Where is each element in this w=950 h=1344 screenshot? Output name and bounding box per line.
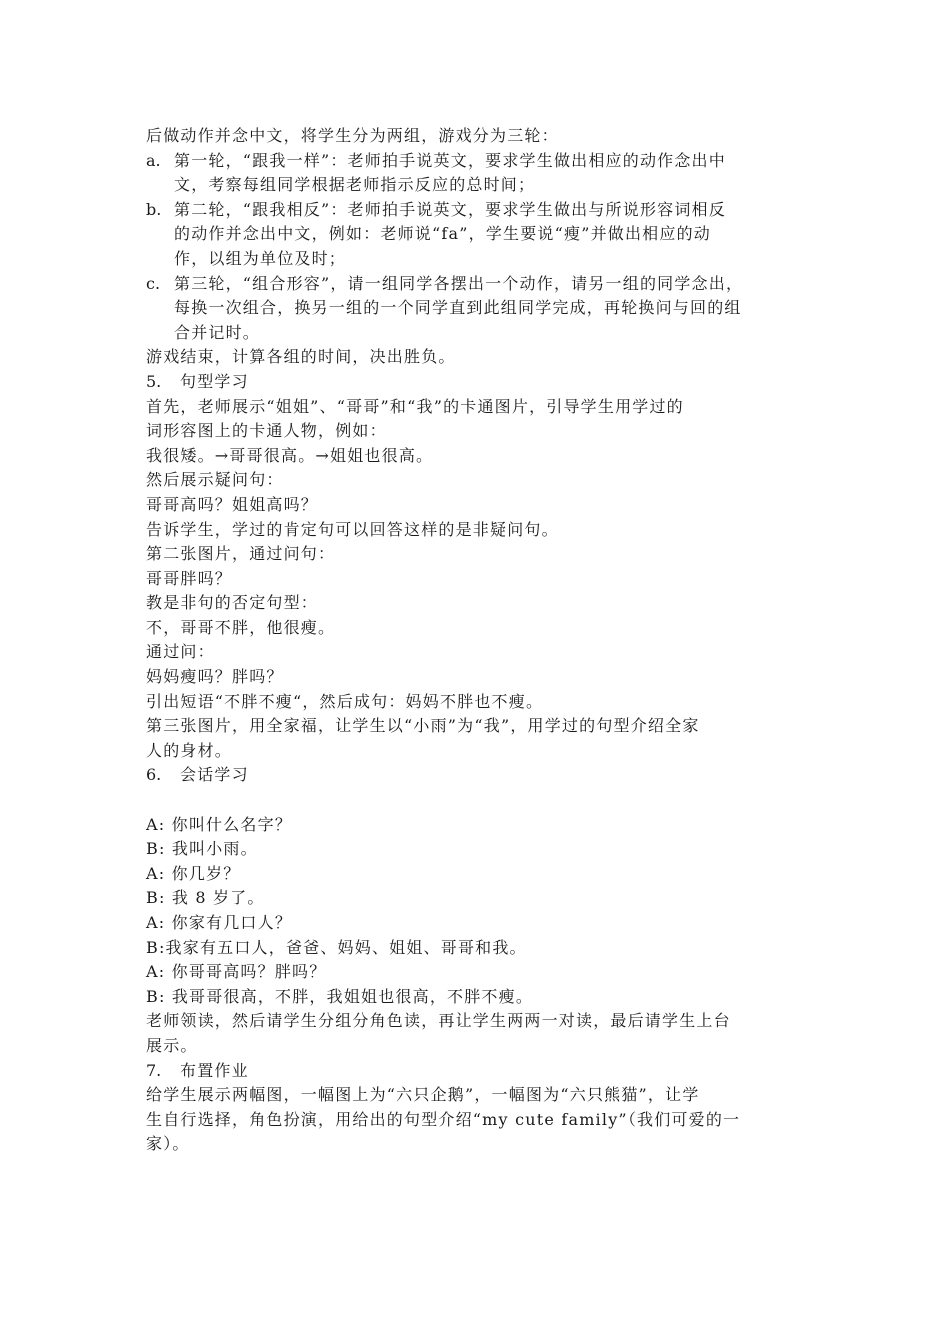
paragraph-line: 老师领读，然后请学生分组分角色读，再让学生两两一对读，最后请学生上台 [146, 1011, 731, 1031]
paragraph-line: 教是非句的否定句型： [146, 593, 319, 613]
paragraph-line: 然后展示疑问句： [146, 470, 284, 490]
paragraph-line: 家）。 [146, 1134, 190, 1154]
paragraph-line: 第三张图片，用全家福，让学生以“小雨”为“我”，用学过的句型介绍全家 [146, 716, 700, 736]
dialogue-line: A: 你家有几口人？ [146, 913, 293, 932]
paragraph-line: 引出短语“不胖不瘦“，然后成句：妈妈不胖也不瘦。 [146, 691, 544, 711]
round-item-c [146, 272, 814, 346]
round-body [174, 198, 814, 272]
paragraph-line: 哥哥胖吗？ [146, 568, 233, 588]
paragraph-line: 词形容图上的卡通人物，例如： [146, 421, 387, 441]
section-title: 句型学习 [180, 371, 249, 391]
paragraph-line: 生自行选择，角色扮演，用给出的句型介绍“my cute family”（我们可爱的一 [146, 1109, 741, 1129]
section-7-heading [146, 1059, 814, 1084]
section-6-heading [146, 763, 814, 788]
list-marker: a. [146, 150, 161, 170]
paragraph-line: 我很矮。→哥哥很高。→姐姐也很高。 [146, 445, 434, 465]
paragraph-line: 通过问： [146, 642, 215, 662]
section-number: 5. [146, 371, 162, 391]
section-title: 会话学习 [180, 765, 249, 785]
round-item-b [146, 198, 814, 272]
round-line: 合并记时。 [174, 322, 261, 342]
dialogue [146, 813, 814, 1010]
game-end-text: 游戏结束，计算各组的时间，决出胜负。 [146, 347, 456, 367]
round-body [174, 149, 814, 198]
paragraph-line: 人的身材。 [146, 740, 233, 760]
dialogue-line: B:我家有五口人，爸爸、妈妈、姐姐、哥哥和我。 [146, 937, 527, 957]
section-5-heading [146, 370, 814, 395]
round-item-a [146, 149, 814, 198]
round-body [174, 272, 814, 346]
round-line: 的动作并念出中文，例如：老师说“fa”，学生要说“瘦”并做出相应的动 [174, 224, 711, 244]
section-title: 布置作业 [180, 1060, 249, 1080]
paragraph-line: 告诉学生，学过的肯定句可以回答这样的是非疑问句。 [146, 519, 559, 539]
paragraph-line: 首先，老师展示“姐姐”、“哥哥”和“我”的卡通图片，引导学生用学过的 [146, 396, 684, 416]
paragraph-line: 给学生展示两幅图，一幅图上为“六只企鹅”，一幅图为“六只熊猫”，让学 [146, 1085, 700, 1105]
section-5-body [146, 395, 814, 764]
round-line: 第三轮，“组合形容”，请一组同学各摆出一个动作，请另一组的同学念出， [174, 273, 744, 293]
section-7-body [146, 1083, 814, 1157]
round-line: 第一轮，“跟我一样”：老师拍手说英文，要求学生做出相应的动作念出中 [174, 150, 726, 170]
list-marker: b. [146, 199, 162, 219]
document-page [146, 124, 814, 1157]
dialogue-line: B: 我叫小雨。 [146, 839, 258, 859]
paragraph-line: 不，哥哥不胖，他很瘦。 [146, 617, 336, 637]
blank-line [146, 788, 814, 813]
paragraph-line: 妈妈瘦吗？胖吗？ [146, 667, 284, 687]
dialogue-line: B: 我 8 岁了。 [146, 888, 265, 908]
paragraph-line: 第二张图片，通过问句： [146, 544, 336, 564]
paragraph-line: 哥哥高吗？姐姐高吗？ [146, 494, 319, 514]
paragraph-line: 展示。 [146, 1035, 198, 1055]
round-line: 文，考察每组同学根据老师指示反应的总时间； [174, 175, 536, 195]
dialogue-line: A: 你几岁？ [146, 863, 241, 883]
round-line: 作，以组为单位及时； [174, 248, 347, 268]
dialogue-line: A: 你哥哥高吗？胖吗？ [146, 962, 327, 982]
section-number: 7. [146, 1060, 162, 1080]
round-line: 第二轮，“跟我相反”：老师拍手说英文，要求学生做出与所说形容词相反 [174, 199, 726, 219]
intro-text: 后做动作并念中文，将学生分为两组，游戏分为三轮： [146, 126, 559, 145]
section-number: 6. [146, 765, 162, 785]
list-marker: c. [146, 273, 161, 293]
round-line: 每换一次组合，换另一组的一个同学直到此组同学完成，再轮换问与回的组 [174, 298, 742, 318]
dialogue-line: B: 我哥哥很高，不胖，我姐姐也很高，不胖不瘦。 [146, 986, 534, 1006]
dialogue-line: A: 你叫什么名字？ [146, 814, 293, 834]
